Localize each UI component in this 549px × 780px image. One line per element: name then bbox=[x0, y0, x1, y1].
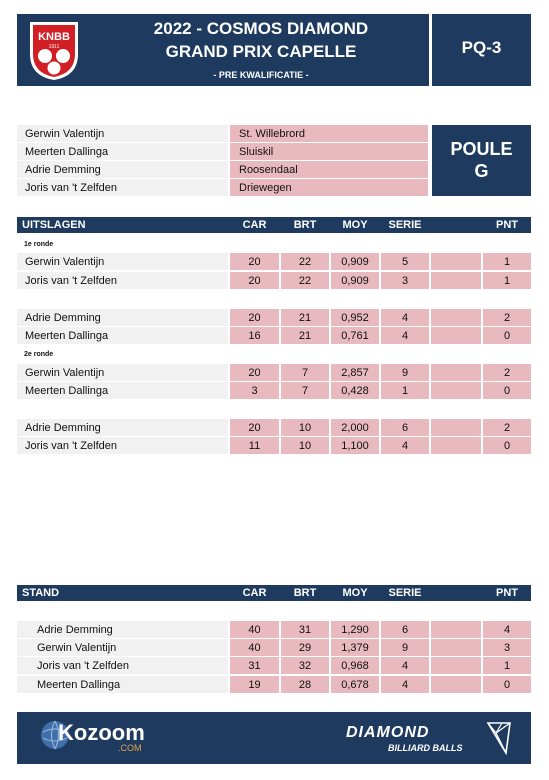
uitslagen-cell-brt: 22 bbox=[281, 253, 329, 270]
round-1-label: 1e ronde bbox=[24, 241, 54, 248]
stand-cell-moy: 1,379 bbox=[331, 639, 379, 656]
title-line-2: GRAND PRIX CAPELLE bbox=[165, 42, 357, 61]
kozoom-brand: Kozoom bbox=[58, 720, 145, 745]
uitslagen-cell-serie: 9 bbox=[381, 364, 429, 381]
knbb-shield-icon bbox=[26, 18, 82, 82]
player-club: Driewegen bbox=[230, 179, 428, 196]
stand-cell-pnt: 3 bbox=[483, 639, 531, 656]
stand-cell-serie: 4 bbox=[381, 657, 429, 674]
uitslagen-cell-serie: 4 bbox=[381, 327, 429, 344]
uitslagen-cell-pnt: 2 bbox=[483, 419, 531, 436]
poule-label: POULE bbox=[450, 139, 513, 159]
stand-cell-moy: 1,290 bbox=[331, 621, 379, 638]
title-line-1: 2022 - COSMOS DIAMOND bbox=[153, 19, 369, 38]
uitslagen-cell-moy: 0,952 bbox=[331, 309, 379, 326]
stand-cell-car: 40 bbox=[230, 639, 279, 656]
logo-text: KNBB bbox=[38, 31, 70, 43]
uitslagen-cell-car: 20 bbox=[230, 272, 279, 289]
stand-cell-empty bbox=[431, 676, 481, 693]
stand-cell-serie: 6 bbox=[381, 621, 429, 638]
uitslagen-cell-serie: 4 bbox=[381, 437, 429, 454]
uitslagen-cell-pnt: 2 bbox=[483, 364, 531, 381]
round-2-label: 2e ronde bbox=[24, 351, 54, 358]
stand-cell-empty bbox=[431, 657, 481, 674]
uitslagen-cell-serie: 1 bbox=[381, 382, 429, 399]
player-club: Roosendaal bbox=[230, 161, 428, 178]
subtitle: - PRE KWALIFICATIE - bbox=[213, 70, 309, 80]
uitslagen-cell-car: 3 bbox=[230, 382, 279, 399]
player-name: Meerten Dallinga bbox=[17, 143, 228, 160]
uitslagen-cell-moy: 0,909 bbox=[331, 272, 379, 289]
kozoom-domain: .COM bbox=[118, 743, 142, 753]
uitslagen-cell-name: Joris van 't Zelfden bbox=[17, 437, 228, 454]
uitslagen-cell-brt: 22 bbox=[281, 272, 329, 289]
uitslagen-cell-empty bbox=[431, 327, 481, 344]
stand-col-header-serie: SERIE bbox=[388, 587, 422, 599]
stand-cell-brt: 32 bbox=[281, 657, 329, 674]
stand-col-header-moy: MOY bbox=[342, 587, 368, 599]
uitslagen-cell-pnt: 0 bbox=[483, 382, 531, 399]
uitslagen-cell-car: 20 bbox=[230, 419, 279, 436]
uitslagen-title: UITSLAGEN bbox=[22, 219, 86, 231]
stand-cell-name: Adrie Demming bbox=[17, 621, 228, 638]
uitslagen-cell-brt: 7 bbox=[281, 364, 329, 381]
stand-cell-pnt: 4 bbox=[483, 621, 531, 638]
stand-cell-pnt: 0 bbox=[483, 676, 531, 693]
uitslagen-cell-brt: 7 bbox=[281, 382, 329, 399]
uitslagen-cell-moy: 0,428 bbox=[331, 382, 379, 399]
stand-cell-name: Joris van 't Zelfden bbox=[17, 657, 228, 674]
col-header-pnt: PNT bbox=[496, 219, 518, 231]
col-header-brt: BRT bbox=[293, 219, 317, 231]
uitslagen-cell-serie: 5 bbox=[381, 253, 429, 270]
knbb-logo bbox=[26, 18, 82, 82]
uitslagen-cell-brt: 10 bbox=[281, 419, 329, 436]
logo-year: 1911 bbox=[48, 44, 60, 50]
uitslagen-cell-empty bbox=[431, 419, 481, 436]
diamond-logo bbox=[484, 721, 514, 760]
stand-cell-car: 40 bbox=[230, 621, 279, 638]
uitslagen-cell-name: Joris van 't Zelfden bbox=[17, 272, 228, 289]
stand-cell-brt: 29 bbox=[281, 639, 329, 656]
stand-cell-name: Gerwin Valentijn bbox=[17, 639, 228, 656]
uitslagen-cell-car: 20 bbox=[230, 364, 279, 381]
uitslagen-cell-pnt: 0 bbox=[483, 327, 531, 344]
stand-cell-moy: 0,678 bbox=[331, 676, 379, 693]
uitslagen-cell-moy: 0,909 bbox=[331, 253, 379, 270]
player-name: Joris van 't Zelfden bbox=[17, 179, 228, 196]
stand-cell-car: 19 bbox=[230, 676, 279, 693]
stand-cell-brt: 31 bbox=[281, 621, 329, 638]
uitslagen-cell-name: Adrie Demming bbox=[17, 419, 228, 436]
uitslagen-cell-pnt: 1 bbox=[483, 253, 531, 270]
stand-cell-car: 31 bbox=[230, 657, 279, 674]
col-header-moy: MOY bbox=[342, 219, 368, 231]
uitslagen-cell-empty bbox=[431, 364, 481, 381]
uitslagen-cell-moy: 2,857 bbox=[331, 364, 379, 381]
player-club: St. Willebrord bbox=[230, 125, 428, 142]
uitslagen-cell-car: 11 bbox=[230, 437, 279, 454]
stand-col-header-pnt: PNT bbox=[496, 587, 518, 599]
uitslagen-cell-name: Adrie Demming bbox=[17, 309, 228, 326]
uitslagen-cell-name: Meerten Dallinga bbox=[17, 327, 228, 344]
col-header-car: CAR bbox=[242, 219, 267, 231]
col-header-serie: SERIE bbox=[388, 219, 422, 231]
player-name: Adrie Demming bbox=[17, 161, 228, 178]
stand-cell-pnt: 1 bbox=[483, 657, 531, 674]
stand-cell-serie: 9 bbox=[381, 639, 429, 656]
uitslagen-cell-moy: 0,761 bbox=[331, 327, 379, 344]
uitslagen-cell-empty bbox=[431, 253, 481, 270]
uitslagen-cell-empty bbox=[431, 309, 481, 326]
uitslagen-cell-pnt: 2 bbox=[483, 309, 531, 326]
uitslagen-cell-brt: 21 bbox=[281, 327, 329, 344]
uitslagen-cell-name: Meerten Dallinga bbox=[17, 382, 228, 399]
poule-letter: G bbox=[474, 161, 489, 181]
diamond-gem-icon bbox=[484, 721, 514, 755]
player-name: Gerwin Valentijn bbox=[17, 125, 228, 142]
uitslagen-cell-car: 20 bbox=[230, 309, 279, 326]
uitslagen-cell-moy: 1,100 bbox=[331, 437, 379, 454]
uitslagen-cell-serie: 6 bbox=[381, 419, 429, 436]
stand-cell-moy: 0,968 bbox=[331, 657, 379, 674]
stand-cell-name: Meerten Dallinga bbox=[17, 676, 228, 693]
uitslagen-cell-pnt: 0 bbox=[483, 437, 531, 454]
uitslagen-cell-brt: 10 bbox=[281, 437, 329, 454]
uitslagen-cell-empty bbox=[431, 382, 481, 399]
diamond-sub: BILLIARD BALLS bbox=[388, 743, 463, 753]
diamond-brand: DIAMOND bbox=[346, 724, 430, 741]
poule-code: PQ-3 bbox=[461, 38, 502, 57]
stand-cell-brt: 28 bbox=[281, 676, 329, 693]
stand-title: STAND bbox=[22, 587, 60, 599]
uitslagen-cell-moy: 2,000 bbox=[331, 419, 379, 436]
player-club: Sluiskil bbox=[230, 143, 428, 160]
stand-col-header-car: CAR bbox=[242, 587, 267, 599]
uitslagen-cell-car: 16 bbox=[230, 327, 279, 344]
stand-cell-empty bbox=[431, 639, 481, 656]
uitslagen-cell-car: 20 bbox=[230, 253, 279, 270]
uitslagen-cell-serie: 4 bbox=[381, 309, 429, 326]
uitslagen-cell-pnt: 1 bbox=[483, 272, 531, 289]
uitslagen-cell-empty bbox=[431, 272, 481, 289]
uitslagen-cell-empty bbox=[431, 437, 481, 454]
stand-cell-empty bbox=[431, 621, 481, 638]
uitslagen-cell-brt: 21 bbox=[281, 309, 329, 326]
uitslagen-cell-serie: 3 bbox=[381, 272, 429, 289]
uitslagen-cell-name: Gerwin Valentijn bbox=[17, 364, 228, 381]
uitslagen-cell-name: Gerwin Valentijn bbox=[17, 253, 228, 270]
stand-cell-serie: 4 bbox=[381, 676, 429, 693]
stand-col-header-brt: BRT bbox=[293, 587, 317, 599]
